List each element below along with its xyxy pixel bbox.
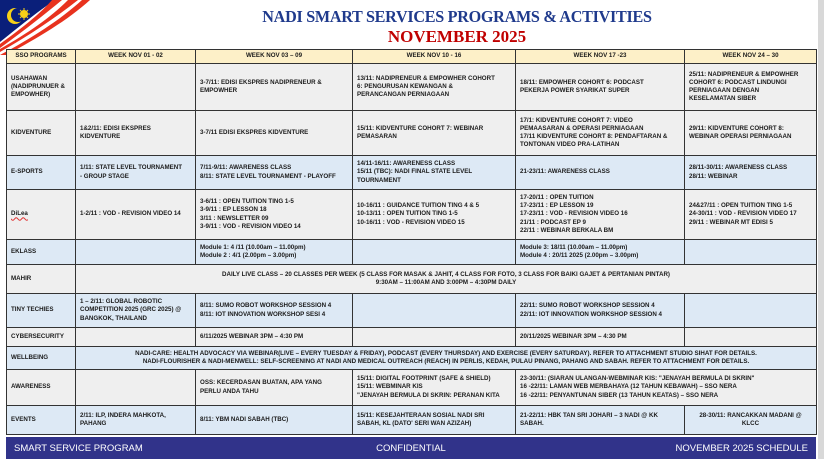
table-row: [7, 370, 817, 406]
program-label: TINY TECHIES: [11, 306, 54, 314]
schedule-cell: [685, 240, 817, 265]
schedule-cell: 17-20/11 : OPEN TUITION 17-23/11 : EP LESSON 19 17-23/11 : VOD - REVISION VIDEO 16 21/11 : PODCAST EP 9 22/11 : WEBINAR BERKALA BM: [516, 190, 685, 240]
column-header-programs: SSO PROGRAMS: [7, 50, 76, 64]
footer-center: CONFIDENTIAL: [376, 442, 446, 454]
schedule-cell: 28-30/11: RANCAKKAN MADANI @ KLCC: [685, 406, 817, 435]
table-header-row: [7, 50, 817, 64]
program-name: [7, 328, 76, 347]
schedule-cell: 20/11/2025 WEBINAR 3PM – 4:30 PM: [516, 328, 685, 347]
schedule-cell: 21-22/11: HBK TAN SRI JOHARI – 3 NADI @ KK SABAH.: [516, 406, 685, 435]
schedule-table: [6, 49, 817, 435]
program-label: KIDVENTURE: [11, 128, 52, 136]
schedule-cell: 14/11-16/11: AWARENESS CLASS 15/11 (TBC): NADI FINAL STATE LEVEL TOURNAMENT: [353, 156, 516, 190]
program-name: [7, 347, 76, 370]
program-name: [7, 240, 76, 265]
schedule-cell: OSS: KECERDASAN BUATAN, APA YANG PERLU ANDA TAHU: [196, 370, 353, 406]
schedule-cell: 17/1: KIDVENTURE COHORT 7: VIDEO PEMAASARAN & OPERASI PERNIAGAAN 17/11 KIDVENTURE COHORT 8: PENDAFTARAN & TONTONAN VIDEO PRA-LATIHAN: [516, 111, 685, 156]
program-label: AWARENESS: [11, 383, 51, 391]
program-name: [7, 294, 76, 328]
column-header-week: WEEK NOV 03 – 09: [196, 50, 353, 64]
schedule-cell: 21-23/11: AWARENESS CLASS: [516, 156, 685, 190]
program-name: [7, 64, 76, 111]
schedule-cell: [76, 328, 196, 347]
program-label: MAHIR: [11, 274, 32, 282]
schedule-cell: 10-16/11 : GUIDANCE TUITION TING 4 & 5 10-13/11 : OPEN TUITION TING 1-5 10-16/11 : VOD - REVISION VIDEO 15: [353, 190, 516, 240]
program-name: [7, 190, 76, 240]
program-label: EKLASS: [11, 247, 37, 255]
schedule-cell: 29/11: KIDVENTURE COHORT 8: WEBINAR OPERASI PERNIAGAAN: [685, 111, 817, 156]
footer-bar: [6, 437, 816, 459]
program-name: [7, 156, 76, 190]
program-name: [7, 111, 76, 156]
schedule-cell: 1/11: STATE LEVEL TOURNAMENT - GROUP STAGE: [76, 156, 196, 190]
schedule-cell: 1&2/11: EDISI EKSPRES KIDVENTURE: [76, 111, 196, 156]
program-label: USAHAWAN (NADIPRUNUER & EMPOWHER): [11, 74, 65, 99]
schedule-cell: [76, 240, 196, 265]
schedule-cell: [685, 294, 817, 328]
column-header-week: WEEK NOV 17 -23: [516, 50, 685, 64]
schedule-cell: DAILY LIVE CLASS – 20 CLASSES PER WEEK (5 CLASS FOR MASAK & JAHIT, 4 CLASS FOR FOTO, 3 CLASS FOR BAIKI GAJET & PERTANIAN PINTAR) 9:30AM – 11:00AM AND 3:00PM – 4:30PM DAILY: [76, 265, 817, 294]
scrollbar[interactable]: [818, 0, 824, 459]
schedule-cell: 3-6/11 : OPEN TUITION TING 1-5 3-9/11 : EP LESSON 18 3/11 : NEWSLETTER 09 3-9/11 : VOD - REVISION VIDEO 14: [196, 190, 353, 240]
schedule-cell: 6/11/2025 WEBINAR 3PM – 4:30 PM: [196, 328, 353, 347]
column-header-week: WEEK NOV 01 - 02: [76, 50, 196, 64]
schedule-cell: 25/11: NADIPRENEUR & EMPOWHER COHORT 6: PODCAST LINDUNGI PERNIAGAAN DENGAN KESELAMATAN SIBER: [685, 64, 817, 111]
table-row: [7, 406, 817, 435]
program-name: [7, 370, 76, 406]
schedule-cell: 13/11: NADIPRENEUR & EMPOWHER COHORT 6: PENGURUSAN KEWANGAN & PERANCANGAN PERNIAGAAN: [353, 64, 516, 111]
schedule-cell: 18/11: EMPOWHER COHORT 6: PODCAST PEKERJA POWER SYARIKAT SUPER: [516, 64, 685, 111]
table-row: [7, 156, 817, 190]
schedule-cell: 22/11: SUMO ROBOT WORKSHOP SESSION 4 22/11: IOT INNOVATION WORKSHOP SESSION 4: [516, 294, 685, 328]
schedule-cell: [353, 294, 516, 328]
program-label: WELLBEING: [11, 353, 49, 361]
program-name: [7, 265, 76, 294]
table-row: [7, 111, 817, 156]
schedule-cell: 24&27/11 : OPEN TUITION TING 1-5 24-30/11 : VOD - REVISION VIDEO 17 29/11 : WEBINAR MT EDISI 5: [685, 190, 817, 240]
schedule-cell: NADI-CARE: HEALTH ADVOCACY VIA WEBINAR(LIVE – EVERY TUESDAY & FRIDAY), PODCAST (EVERY THURSDAY) AND EXERCISE (EVERY SATURDAY). REFER TO ATTACHMENT STUDIO SIHAT FOR DETAILS. NADI-FLOURISHER & NADI-MENWELL: SELF-SCREENING AT NADI AND MEDICAL OUTREACH (REACH) IN PERLIS, KEDAH, PULAU PINANG, PAHANG AND SABAH. REFER TO ATTACHMENT FOR DETAILS.: [76, 347, 817, 370]
schedule-cell: [353, 328, 516, 347]
schedule-cell: 7/11-9/11: AWARENESS CLASS 8/11: STATE LEVEL TOURNAMENT - PLAYOFF: [196, 156, 353, 190]
table-row: [7, 265, 817, 294]
schedule-cell: [353, 240, 516, 265]
program-label: DiLea: [11, 210, 28, 218]
program-name: [7, 406, 76, 435]
schedule-cell: [685, 328, 817, 347]
schedule-cell: 8/11: SUMO ROBOT WORKSHOP SESSION 4 8/11: IOT INNOVATION WORKSHOP SESI 4: [196, 294, 353, 328]
column-header-week: WEEK NOV 24 – 30: [685, 50, 817, 64]
program-label: CYBERSECURITY: [11, 332, 64, 340]
footer-left: SMART SERVICE PROGRAM: [14, 442, 143, 454]
schedule-cell: 23-30/11: (SIARAN ULANGAN-WEBMINAR KIS: "JENAYAH BERMULA DI SKRIN" 16 -22/11: LAMAN WEB MERBAHAYA (12 TAHUN KEBAWAH) – SSO NERA 16 -22/11: PENYANTUNAN SIBER (13 TAHUN KEATAS) – SSO NERA: [516, 370, 817, 406]
schedule-cell: [76, 370, 196, 406]
schedule-cell: 15/11: KESEJAHTERAAN SOSIAL NADI SRI SABAH, KL (DATO' SERI WAN AZIZAH): [353, 406, 516, 435]
table-row: [7, 347, 817, 370]
schedule-cell: [76, 64, 196, 111]
column-header-week: WEEK NOV 10 - 16: [353, 50, 516, 64]
schedule-cell: 3-7/11 EDISI EKSPRES KIDVENTURE: [196, 111, 353, 156]
schedule-cell: Module 1: 4 /11 (10.00am – 11.00pm) Module 2 : 4/1 (2.00pm – 3.00pm): [196, 240, 353, 265]
schedule-cell: 1-2/11 : VOD - REVISION VIDEO 14: [76, 190, 196, 240]
schedule-cell: 15/11: KIDVENTURE COHORT 7: WEBINAR PEMASARAN: [353, 111, 516, 156]
program-label: EVENTS: [11, 415, 36, 423]
footer-right: NOVEMBER 2025 SCHEDULE: [675, 442, 809, 454]
table-row: [7, 294, 817, 328]
schedule-cell: 8/11: YBM NADI SABAH (TBC): [196, 406, 353, 435]
schedule-cell: 3-7/11: EDISI EKSPRES NADIPRENEUR & EMPOWHER: [196, 64, 353, 111]
schedule-cell: 15/11: DIGITAL FOOTPRINT (SAFE & SHIELD) 15/11: WEBMINAR KIS "JENAYAH BERMULA DI SKRIN: PERANAN KITA: [353, 370, 516, 406]
page-subtitle: NOVEMBER 2025: [387, 27, 527, 46]
malaysia-flag-logo: [0, 0, 90, 55]
schedule-cell: 2/11: ILP, INDERA MAHKOTA, PAHANG: [76, 406, 196, 435]
program-label: E-SPORTS: [11, 168, 43, 176]
table-row: [7, 190, 817, 240]
schedule-cell: 1 – 2/11: GLOBAL ROBOTIC COMPETITION 2025 (GRC 2025) @ BANGKOK, THAILAND: [76, 294, 196, 328]
page-title: NADI SMART SERVICES PROGRAMS & ACTIVITIES: [262, 7, 652, 26]
table-row: [7, 328, 817, 347]
schedule-cell: 28/11-30/11: AWARENESS CLASS 28/11: WEBINAR: [685, 156, 817, 190]
schedule-cell: Module 3: 18/11 (10.00am – 11.00pm) Module 4 : 20/11 2025 (2.00pm – 3.00pm): [516, 240, 685, 265]
table-row: [7, 240, 817, 265]
table-row: [7, 64, 817, 111]
